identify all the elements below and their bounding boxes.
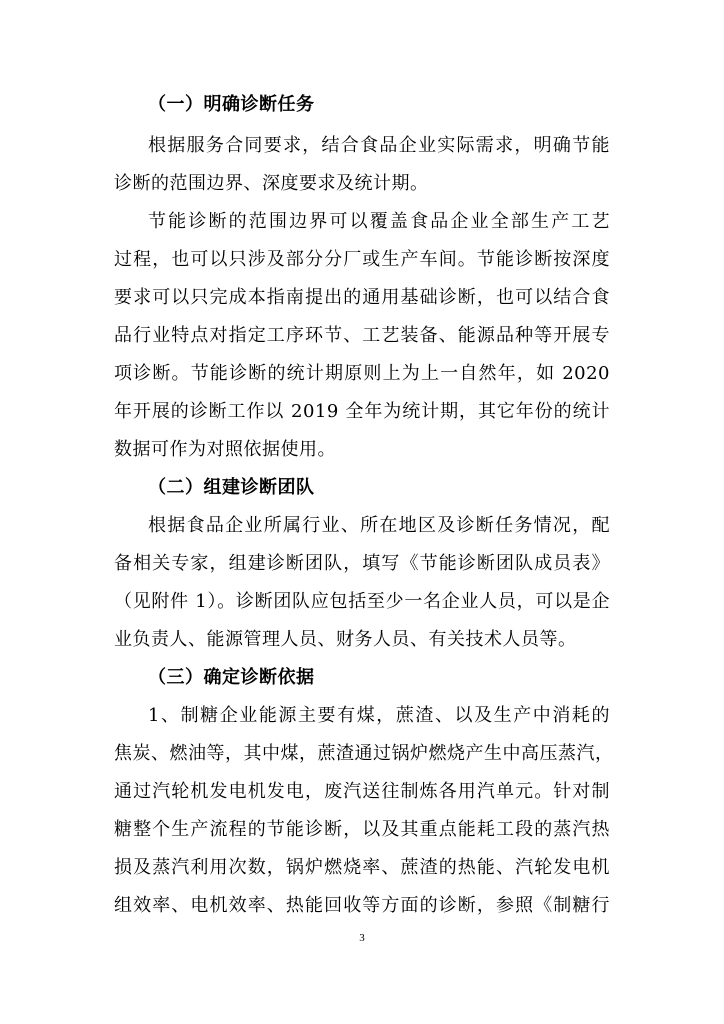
paragraph-line: 焦炭、燃油等，其中煤，蔗渣通过锅炉燃烧产生中高压蒸汽， [114,743,614,764]
paragraph-line: 根据服务合同要求，结合食品企业实际需求，明确节能 [148,135,610,156]
section-heading: （一）明确诊断任务 [148,94,315,115]
paragraph-line: 业负责人、能源管理人员、财务人员、有关技术人员等。 [114,629,577,650]
page-number: 3 [359,932,365,944]
section-heading: （三）确定诊断依据 [148,667,315,688]
paragraph-line: 备相关专家，组建诊断团队，填写《节能诊断团队成员表》 [114,553,610,574]
paragraph-line: 通过汽轮机发电机发电，废汽送往制炼各用汽单元。针对制 [114,781,610,802]
paragraph-line: 诊断的范围边界、深度要求及统计期。 [114,173,429,194]
section-heading: （二）组建诊断团队 [148,477,315,498]
paragraph-line: 品行业特点对指定工序环节、工艺装备、能源品种等开展专 [114,325,610,346]
paragraph-line: 1、制糖企业能源主要有煤，蔗渣、以及生产中消耗的 [148,705,610,726]
paragraph-line: 根据食品企业所属行业、所在地区及诊断任务情况，配 [148,515,610,536]
paragraph-line: 项诊断。节能诊断的统计期原则上为上一自然年，如 2020 [114,363,610,384]
paragraph-line: 损及蒸汽利用次数，锅炉燃烧率、蔗渣的热能、汽轮发电机 [114,857,610,878]
paragraph-line: 要求可以只完成本指南提出的通用基础诊断，也可以结合食 [114,287,610,308]
paragraph-line: 糖整个生产流程的节能诊断，以及其重点能耗工段的蒸汽热 [114,819,610,840]
paragraph-line: （见附件 1）。诊断团队应包括至少一名企业人员，可以是企 [114,591,610,612]
paragraph-line: 过程，也可以只涉及部分分厂或生产车间。节能诊断按深度 [114,249,610,270]
paragraph-line: 数据可作为对照依据使用。 [114,439,336,460]
paragraph-line: 年开展的诊断工作以 2019 全年为统计期，其它年份的统计 [114,401,610,422]
paragraph-line: 节能诊断的范围边界可以覆盖食品企业全部生产工艺 [148,211,610,232]
paragraph-line: 组效率、电机效率、热能回收等方面的诊断，参照《制糖行 [114,895,610,916]
